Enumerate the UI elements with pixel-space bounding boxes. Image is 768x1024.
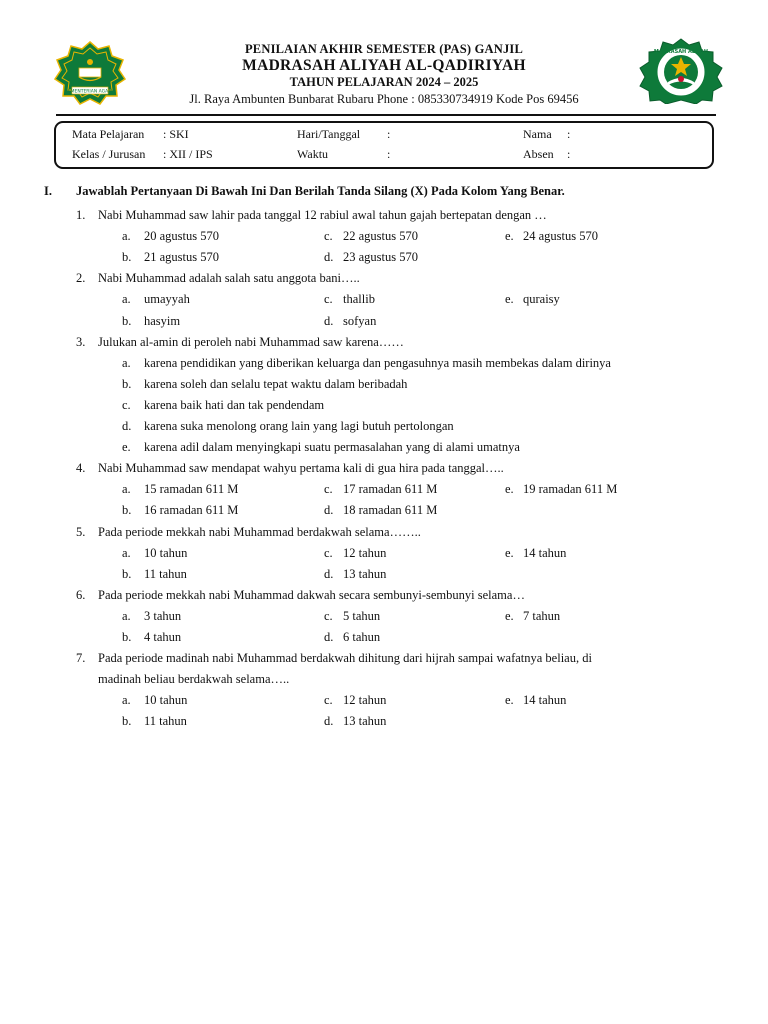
option-letter: d. — [324, 630, 334, 644]
question-number: 5. — [76, 524, 86, 539]
option-letter: a. — [122, 229, 131, 244]
option-letter: b. — [122, 250, 132, 265]
question-row — [0, 332, 768, 353]
answer-option-row — [0, 543, 768, 564]
madrasah-aliyah-logo-icon — [638, 38, 724, 104]
answer-option[interactable] — [0, 395, 768, 416]
question-number: 1. — [76, 208, 86, 222]
answer-option-row — [0, 479, 768, 500]
svg-text:MADRASAH ALIYAH: MADRASAH ALIYAH — [653, 49, 709, 55]
option-text: 21 agustus 570 — [144, 250, 219, 265]
question-number: 3. — [76, 334, 86, 349]
answer-option-row — [0, 311, 768, 332]
option-text: 11 tahun — [144, 566, 187, 581]
option-text: thallib — [343, 292, 375, 307]
answer-option-row — [0, 226, 768, 247]
option-letter: a. — [122, 482, 131, 497]
option-letter: d. — [122, 419, 132, 433]
attendance-label: Absen — [523, 147, 554, 161]
option-letter: a. — [122, 545, 131, 560]
option-letter: d. — [324, 566, 334, 581]
question-text: madinah beliau berdakwah selama….. — [98, 672, 290, 687]
option-letter: d. — [324, 250, 334, 265]
answer-option-row — [0, 500, 768, 521]
academic-year: TAHUN PELAJARAN 2024 – 2025 — [289, 75, 479, 89]
option-letter: a. — [122, 608, 131, 623]
question-row — [0, 669, 768, 690]
option-letter: e. — [505, 608, 514, 623]
question-text: Nabi Muhammad adalah salah satu anggota bani….. — [98, 271, 360, 286]
option-letter: a. — [122, 355, 131, 370]
option-letter: b. — [122, 630, 132, 644]
document-header — [0, 0, 768, 120]
section-instruction: Jawablah Pertanyaan Di Bawah Ini Dan Berilah Tanda Silang (X) Pada Kolom Yang Benar. — [76, 184, 565, 198]
option-letter: d. — [324, 503, 334, 518]
option-text: 6 tahun — [343, 630, 381, 644]
option-letter: c. — [324, 292, 333, 307]
option-text: 12 tahun — [343, 693, 387, 708]
question-text: Julukan al-amin di peroleh nabi Muhammad saw karena…… — [98, 334, 404, 349]
subject-value: : SKI — [163, 127, 189, 141]
question-number: 7. — [76, 651, 86, 666]
kemenag-logo-icon — [52, 40, 128, 106]
option-text: 14 tahun — [523, 693, 567, 708]
time-value[interactable]: : — [387, 147, 391, 161]
exam-title: PENILAIAN AKHIR SEMESTER (PAS) GANJIL — [244, 42, 524, 56]
option-text: hasyim — [144, 313, 181, 328]
header-divider — [56, 114, 716, 116]
answer-option-row — [0, 289, 768, 310]
question-text: Nabi Muhammad saw mendapat wahyu pertama kali di gua hira pada tanggal….. — [98, 461, 504, 476]
option-letter: b. — [122, 503, 132, 518]
option-letter: d. — [324, 714, 334, 729]
option-text: 24 agustus 570 — [523, 229, 598, 244]
option-letter: e. — [505, 229, 514, 244]
question-number: 6. — [76, 587, 86, 602]
question-text: Pada periode madinah nabi Muhammad berdakwah dihitung dari hijrah sampai wafatnya beliau, di — [98, 651, 592, 666]
option-letter: a. — [122, 292, 131, 307]
option-text: 11 tahun — [144, 714, 187, 729]
answer-option-row — [0, 247, 768, 268]
option-text: 19 ramadan 611 M — [523, 482, 618, 497]
option-text: 10 tahun — [144, 545, 188, 560]
option-text: 14 tahun — [523, 545, 567, 560]
question-row — [0, 268, 768, 289]
school-name: MADRASAH ALIYAH AL-QADIRIYAH — [242, 57, 526, 74]
answer-option-row — [0, 711, 768, 732]
answer-option-row — [0, 627, 768, 648]
option-text: quraisy — [523, 292, 560, 307]
option-text: 13 tahun — [343, 566, 387, 581]
option-letter: c. — [324, 608, 333, 623]
option-letter: b. — [122, 566, 132, 581]
attendance-value[interactable]: : — [567, 147, 571, 161]
option-text: 15 ramadan 611 M — [144, 482, 239, 497]
subject-label: Mata Pelajaran — [72, 127, 145, 141]
option-text: 12 tahun — [343, 545, 387, 560]
option-text: karena soleh dan selalu tepat waktu dalam beribadah — [144, 376, 408, 391]
answer-option-row — [0, 606, 768, 627]
section-number: I. — [44, 184, 52, 198]
question-text: Nabi Muhammad saw lahir pada tanggal 12 rabiul awal tahun gajah bertepatan dengan … — [98, 208, 547, 222]
option-text: 13 tahun — [343, 714, 387, 729]
answer-option[interactable] — [0, 416, 768, 437]
question-row — [0, 585, 768, 606]
option-text: sofyan — [343, 313, 377, 328]
name-label: Nama — [523, 127, 552, 141]
option-text: karena adil dalam menyingkapi suatu permasalahan yang di alami umatnya — [144, 440, 520, 455]
answer-option[interactable] — [0, 437, 768, 458]
question-text: Pada periode mekkah nabi Muhammad berdakwah selama…….. — [98, 524, 421, 539]
date-value[interactable]: : — [387, 127, 391, 141]
option-text: 22 agustus 570 — [343, 229, 418, 244]
option-letter: e. — [505, 482, 514, 497]
option-text: 20 agustus 570 — [144, 229, 219, 244]
school-address: Jl. Raya Ambunten Bunbarat Rubaru Phone : 085330734919 Kode Pos 69456 — [189, 92, 579, 106]
name-value[interactable]: : — [567, 127, 571, 141]
question-row — [0, 522, 768, 543]
svg-text:KEMENTERIAN AGAMA: KEMENTERIAN AGAMA — [64, 89, 116, 95]
option-letter: c. — [324, 693, 333, 708]
option-text: 23 agustus 570 — [343, 250, 418, 265]
option-letter: d. — [324, 313, 334, 328]
option-text: umayyah — [144, 292, 190, 307]
option-letter: e. — [505, 693, 514, 708]
question-row — [0, 205, 768, 226]
option-letter: c. — [324, 229, 333, 244]
option-text: karena baik hati dan tak pendendam — [144, 397, 325, 412]
question-text: Pada periode mekkah nabi Muhammad dakwah secara sembunyi-sembunyi selama… — [98, 587, 525, 602]
answer-option-row — [0, 690, 768, 711]
answer-option[interactable] — [0, 374, 768, 395]
class-label: Kelas / Jurusan — [72, 147, 146, 161]
question-row — [0, 648, 768, 669]
option-text: 3 tahun — [144, 608, 182, 623]
option-letter: c. — [324, 482, 333, 497]
option-text: 18 ramadan 611 M — [343, 503, 438, 518]
date-label: Hari/Tanggal — [297, 127, 361, 141]
student-info-box — [54, 121, 714, 169]
option-letter: c. — [122, 397, 131, 412]
option-letter: b. — [122, 714, 132, 729]
question-row — [0, 458, 768, 479]
question-number: 4. — [76, 461, 86, 476]
option-text: 5 tahun — [343, 608, 381, 623]
option-text: 17 ramadan 611 M — [343, 482, 438, 497]
option-letter: e. — [505, 292, 514, 307]
option-letter: b. — [122, 376, 132, 391]
option-letter: a. — [122, 693, 131, 708]
option-letter: c. — [324, 545, 333, 560]
question-number: 2. — [76, 271, 86, 286]
option-letter: b. — [122, 313, 132, 328]
option-text: 16 ramadan 611 M — [144, 503, 239, 518]
option-text: 10 tahun — [144, 693, 188, 708]
answer-option-row — [0, 564, 768, 585]
option-text: 4 tahun — [144, 630, 182, 644]
class-value: : XII / IPS — [163, 147, 213, 161]
answer-option[interactable] — [0, 353, 768, 374]
school-heading — [140, 42, 628, 108]
option-text: karena pendidikan yang diberikan keluarga dan pengasuhnya masih membekas dalam dirinya — [144, 355, 611, 370]
option-text: karena suka menolong orang lain yang lagi butuh pertolongan — [144, 419, 454, 433]
time-label: Waktu — [297, 147, 329, 161]
option-letter: e. — [122, 440, 131, 455]
option-text: 7 tahun — [523, 608, 561, 623]
option-letter: e. — [505, 545, 514, 560]
